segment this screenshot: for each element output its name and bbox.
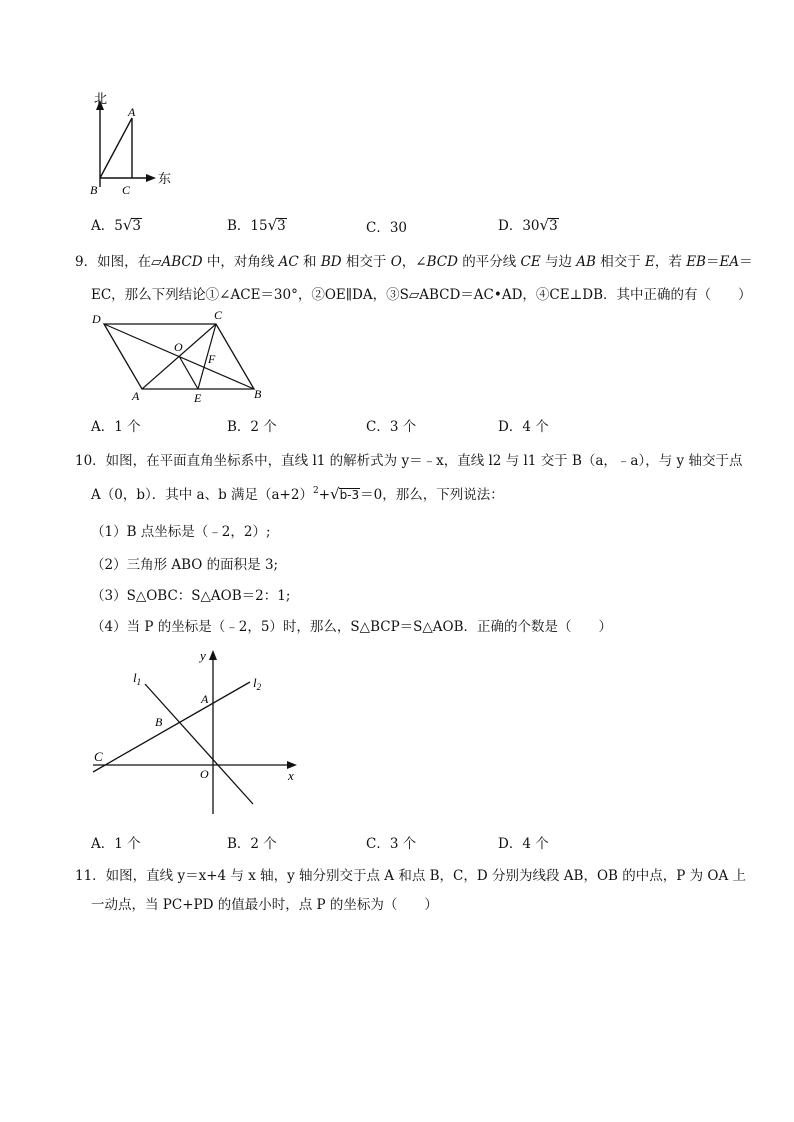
q10-item-1: （1）B 点坐标是（﹣2，2）;	[91, 524, 271, 540]
q8-option-d-label: D．	[498, 218, 523, 234]
point-a-label: A	[132, 389, 140, 403]
q9-text: 中，对角线	[202, 254, 279, 270]
q8-option-b[interactable]	[227, 214, 287, 234]
q9-option-a[interactable]: A．1 个	[91, 419, 141, 435]
q11-stem-line1: 11．如图，直线 y＝x+4 与 x 轴，y 轴分别交于点 A 和点 B，C，D 分别为线段 AB，OB 的中点，P 为 OA 上	[75, 868, 747, 884]
q9-text: EA	[719, 254, 740, 270]
point-o-label: O	[174, 340, 183, 354]
q10-text: A（0，b）．其中 a、b 满足（a+2）	[91, 487, 313, 503]
line-l2-subscript: 2	[256, 682, 262, 692]
q9-stem-line1	[75, 250, 753, 270]
origin-label: O	[200, 767, 209, 781]
point-b-label: B	[254, 387, 262, 401]
point-e-label: E	[194, 391, 202, 405]
q9-text: AC	[278, 254, 299, 270]
q9-option-d[interactable]: D．4 个	[498, 419, 549, 435]
q9-text: ，∠	[401, 254, 427, 270]
radical-icon: √	[539, 216, 550, 234]
q8-option-a-num: 5	[114, 218, 123, 234]
q9-text: 的平分线	[457, 254, 521, 270]
q10-option-c[interactable]: C．3 个	[366, 836, 417, 852]
line-l2-label	[253, 675, 262, 692]
q9-text: 9．如图，在▱	[75, 254, 162, 270]
q8-figure	[82, 92, 192, 197]
q9-text: EB	[686, 254, 706, 270]
q9-text: CE	[520, 254, 541, 270]
q8-option-c-value: 30	[389, 220, 408, 236]
q8-option-d-radicand: 3	[549, 218, 558, 234]
q10-figure	[85, 640, 310, 820]
line-l1-label	[133, 670, 141, 687]
point-f-label: F	[208, 352, 216, 366]
q9-text: ，若	[654, 254, 687, 270]
q9-stem-line2: EC，那么下列结论①∠ACE＝30°，②OE∥DA，③S▱ABCD＝AC•AD，④CE⊥DB．其中正确的有（ ）	[91, 287, 752, 303]
q10-text: ＝0，那么，下列说法：	[360, 487, 504, 503]
point-c-label: C	[122, 183, 131, 197]
q8-option-a[interactable]	[91, 214, 142, 234]
q9-text: E	[645, 254, 655, 270]
radical-icon: √	[122, 216, 133, 234]
q10-radicand: b-3	[339, 488, 360, 502]
q9-text: 相交于	[595, 254, 646, 270]
q9-text: ＝	[705, 254, 720, 270]
q9-text: BCD	[426, 254, 458, 270]
q10-option-d[interactable]: D．4 个	[498, 836, 549, 852]
q10-stem-line1: 10．如图，在平面直角坐标系中，直线 l1 的解析式为 y＝﹣x，直线 l2 与 l1 交于 B（a，﹣a），与 y 轴交于点	[75, 453, 743, 469]
q9-text: 与边	[540, 254, 577, 270]
q9-text: BD	[320, 254, 342, 270]
point-a-label: A	[201, 692, 209, 706]
q8-option-d[interactable]	[498, 214, 559, 234]
q10-option-b[interactable]: B．2 个	[227, 836, 277, 852]
q9-figure	[88, 305, 278, 405]
point-c-label: C	[214, 308, 223, 322]
east-label: 东	[158, 171, 172, 186]
q10-text: +	[318, 487, 330, 503]
q9-text: 相交于	[341, 254, 391, 270]
q8-option-c-label: C．	[366, 220, 390, 236]
q9-text: 和	[298, 254, 321, 270]
x-axis-label: x	[288, 768, 294, 783]
q9-text: O	[390, 254, 402, 270]
line-l2-letter: l	[253, 675, 257, 690]
line-l1-letter: l	[133, 670, 137, 685]
point-d-label: D	[92, 312, 101, 326]
radical-icon: √	[267, 216, 278, 234]
q10-exponent: 2	[312, 486, 319, 496]
north-label: 北	[94, 92, 108, 106]
point-c-label: C	[94, 749, 103, 764]
q8-option-c[interactable]	[366, 216, 407, 236]
q9-text: AB	[576, 254, 596, 270]
q10-option-a[interactable]: A．1 个	[91, 836, 141, 852]
q9-option-b[interactable]: B．2 个	[227, 419, 277, 435]
q8-option-a-label: A．	[91, 218, 115, 234]
q10-stem-line2	[91, 483, 504, 503]
line-l1-subscript: 1	[136, 677, 142, 687]
point-b-label: B	[90, 183, 98, 197]
q11-stem-line2: 一动点，当 PC+PD 的值最小时，点 P 的坐标为（ ）	[91, 897, 438, 913]
q10-item-2: （2）三角形 ABO 的面积是 3;	[91, 557, 279, 573]
q9-text: ABCD	[161, 254, 203, 270]
q8-option-d-num: 30	[522, 218, 540, 234]
q8-option-b-num: 15	[250, 218, 268, 234]
q10-item-3: （3）S△OBC：S△AOB＝2：1;	[91, 588, 291, 604]
point-b-label: B	[155, 715, 163, 729]
q9-text: ＝	[739, 254, 753, 270]
y-axis-label: y	[200, 648, 206, 663]
q8-option-b-radicand: 3	[277, 218, 286, 234]
radical-icon: √	[330, 485, 340, 503]
q9-option-c[interactable]: C．3 个	[366, 419, 417, 435]
q8-option-b-label: B．	[227, 218, 251, 234]
q8-option-a-radicand: 3	[132, 218, 141, 234]
point-a-label: A	[128, 105, 136, 119]
q10-item-4: （4）当 P 的坐标是（﹣2，5）时，那么，S△BCP＝S△AOB．正确的个数是（ ）	[91, 619, 613, 635]
